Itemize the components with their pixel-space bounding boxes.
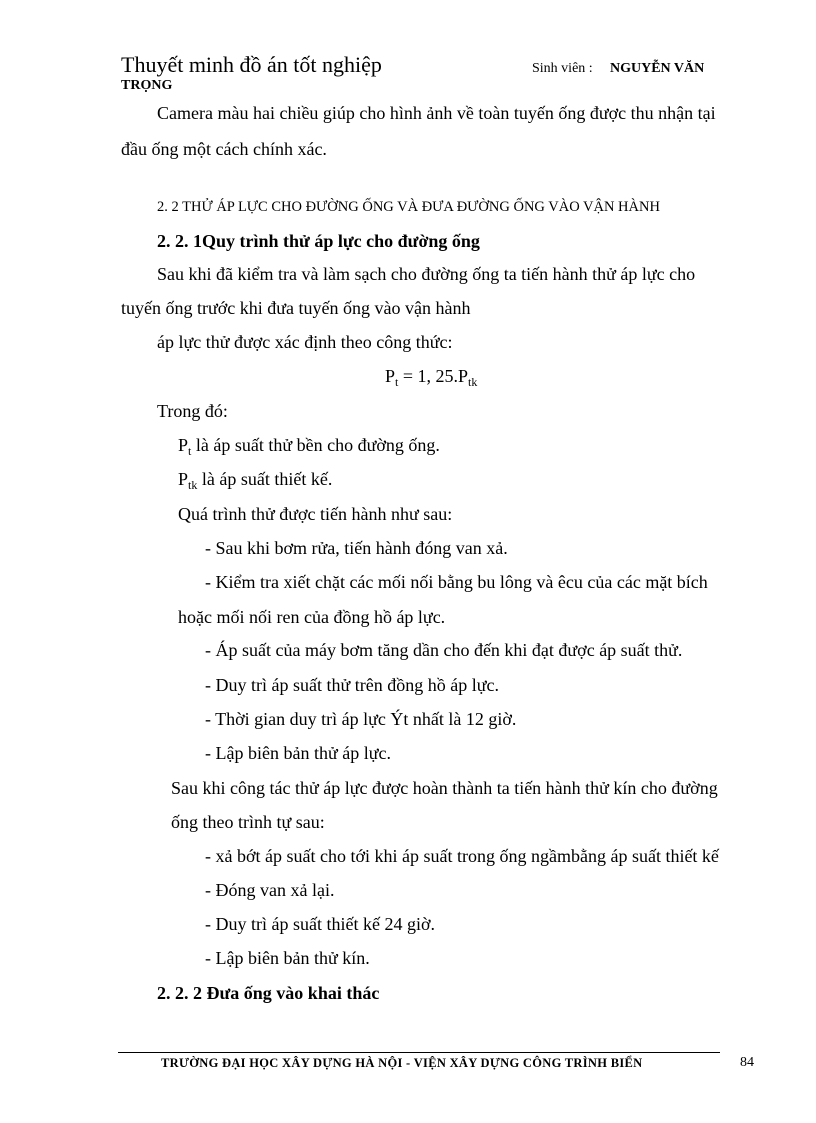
formula-lhs-sub: t xyxy=(395,375,399,389)
definition-1-text: là áp suất thử bền cho đường ống. xyxy=(191,435,440,455)
footer-institution: TRƯỜNG ĐẠI HỌC XÂY DỰNG HÀ NỘI - VIỆN XÂY DỰNG CÔNG TRÌNH BIỂN xyxy=(161,1056,643,1070)
formula-rhs-sub: tk xyxy=(468,375,478,389)
document-title: Thuyết minh đồ án tốt nghiệp xyxy=(121,52,382,77)
definition-2 xyxy=(178,469,333,492)
paragraph-2-line-2: ống theo trình tự sau: xyxy=(171,812,325,832)
formula xyxy=(385,366,478,389)
paragraph-1-line-2: tuyến ống trước khi đưa tuyến ống vào vận hành xyxy=(121,298,471,318)
formula-mid: = 1, 25.P xyxy=(398,366,469,386)
leak-step-1: - xả bớt áp suất cho tới khi áp suất trong ống ngầmbằng áp suất thiết kế xyxy=(205,846,719,866)
student-label: Sinh viên : xyxy=(532,61,593,76)
step-2: - Kiểm tra xiết chặt các mối nối bằng bu lông và êcu của các mặt bích xyxy=(205,572,708,592)
subsection-heading-1: 2. 2. 1Quy trình thử áp lực cho đường ống xyxy=(157,231,480,251)
definition-2-symbol: P xyxy=(178,469,189,489)
formula-intro: áp lực thử được xác định theo công thức: xyxy=(157,332,453,352)
process-intro: Quá trình thử được tiến hành như sau: xyxy=(178,504,453,524)
paragraph-1-line-1: Sau khi đã kiểm tra và làm sạch cho đường ống ta tiến hành thử áp lực cho xyxy=(157,264,696,284)
section-heading: 2. 2 THỬ ÁP LỰC CHO ĐƯỜNG ỐNG VÀ ĐƯA ĐƯỜNG ỐNG VÀO VẬN HÀNH xyxy=(157,199,660,215)
intro-line-2: đầu ống một cách chính xác. xyxy=(121,139,327,159)
student-name-continued: TRỌNG xyxy=(121,78,173,93)
definition-2-sub: tk xyxy=(188,478,198,492)
intro-line-1: Camera màu hai chiều giúp cho hình ảnh về toàn tuyến ống được thu nhận tại xyxy=(157,103,716,123)
definition-1-symbol: P xyxy=(178,435,189,455)
step-5: - Thời gian duy trì áp lực Ýt nhất là 12 giờ. xyxy=(205,709,517,729)
definition-1 xyxy=(178,435,440,458)
leak-step-3: - Duy trì áp suất thiết kế 24 giờ. xyxy=(205,914,435,934)
definition-2-text: là áp suất thiết kế. xyxy=(197,469,333,489)
step-2-continued: hoặc mối nối ren của đồng hồ áp lực. xyxy=(178,607,446,627)
leak-step-4: - Lập biên bản thử kín. xyxy=(205,948,370,968)
formula-lhs: P xyxy=(385,366,396,386)
step-1: - Sau khi bơm rửa, tiến hành đóng van xả. xyxy=(205,538,508,558)
definition-1-sub: t xyxy=(188,444,192,458)
leak-step-2: - Đóng van xả lại. xyxy=(205,880,335,900)
subsection-heading-2: 2. 2. 2 Đưa ống vào khai thác xyxy=(157,983,380,1003)
paragraph-2-line-1: Sau khi công tác thử áp lực được hoàn thành ta tiến hành thử kín cho đường xyxy=(171,778,718,798)
page-number: 84 xyxy=(740,1055,754,1070)
step-3: - Áp suất của máy bơm tăng dần cho đến khi đạt được áp suất thử. xyxy=(205,640,683,660)
student-name: NGUYỄN VĂN xyxy=(610,61,705,76)
where-label: Trong đó: xyxy=(157,401,228,421)
step-6: - Lập biên bản thử áp lực. xyxy=(205,743,391,763)
footer-rule xyxy=(118,1052,720,1053)
step-4: - Duy trì áp suất thử trên đồng hồ áp lực. xyxy=(205,675,499,695)
